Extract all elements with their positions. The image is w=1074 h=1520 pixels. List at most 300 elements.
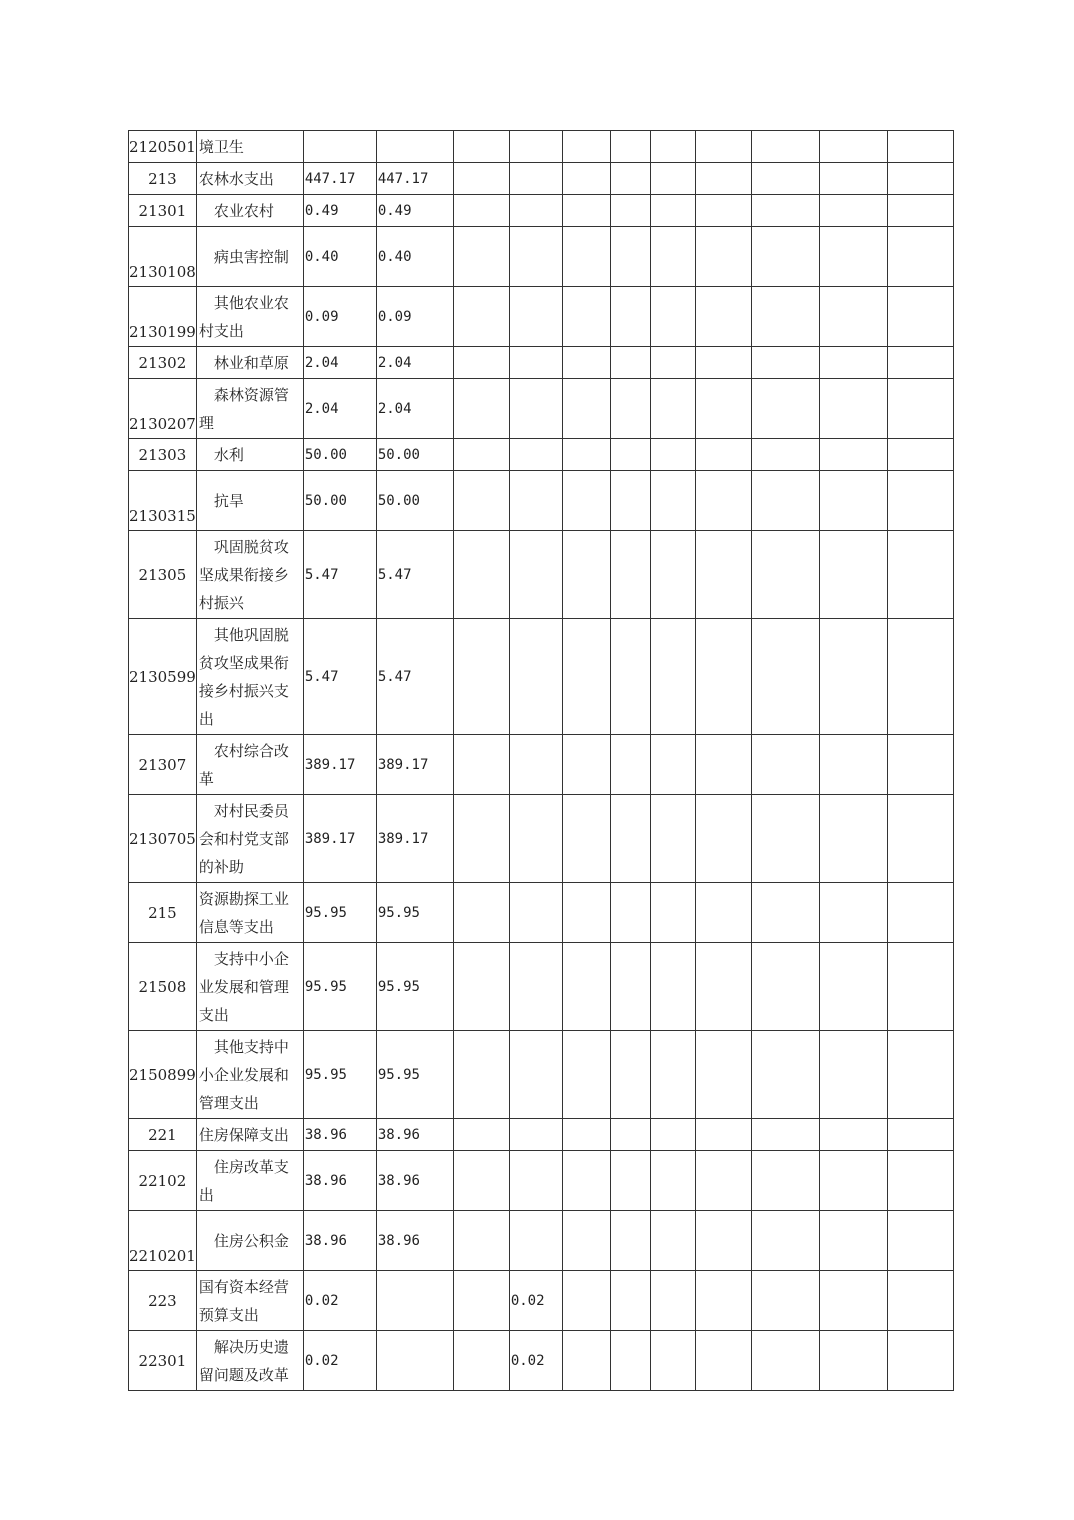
basic-value: 5.47 (376, 619, 453, 735)
empty-cell (610, 1151, 650, 1211)
basic-value (376, 131, 453, 163)
empty-cell (819, 379, 887, 439)
empty-cell (887, 379, 953, 439)
basic-value: 95.95 (376, 943, 453, 1031)
subject-name-text: 住房保障支出 (198, 1125, 289, 1144)
table-row (129, 883, 954, 943)
total-value: 0.02 (303, 1331, 376, 1391)
subject-name (196, 287, 303, 347)
basic-value: 0.49 (376, 195, 453, 227)
empty-cell (887, 131, 953, 163)
empty-cell (695, 1331, 751, 1391)
empty-cell (695, 1031, 751, 1119)
empty-cell (610, 379, 650, 439)
subject-name (196, 347, 303, 379)
empty-cell (650, 287, 695, 347)
table-row (129, 347, 954, 379)
empty-cell (887, 1271, 953, 1331)
empty-cell (695, 1119, 751, 1151)
subject-code: 2130108 (129, 227, 197, 287)
empty-cell (695, 735, 751, 795)
project-value (509, 735, 562, 795)
basic-value: 447.17 (376, 163, 453, 195)
project-value (509, 471, 562, 531)
table-row (129, 195, 954, 227)
subject-name-text: 农村综合改革 (198, 741, 289, 788)
subject-code: 223 (129, 1271, 197, 1331)
empty-cell (887, 195, 953, 227)
basic-value: 0.09 (376, 287, 453, 347)
empty-cell (453, 227, 509, 287)
total-value: 447.17 (303, 163, 376, 195)
empty-cell (650, 439, 695, 471)
empty-cell (562, 943, 610, 1031)
empty-cell (610, 163, 650, 195)
empty-cell (887, 883, 953, 943)
project-value (509, 439, 562, 471)
total-value: 0.40 (303, 227, 376, 287)
empty-cell (610, 131, 650, 163)
basic-value: 95.95 (376, 1031, 453, 1119)
empty-cell (610, 883, 650, 943)
empty-cell (562, 439, 610, 471)
project-value (509, 347, 562, 379)
empty-cell (562, 1119, 610, 1151)
subject-name (196, 163, 303, 195)
empty-cell (562, 1031, 610, 1119)
empty-cell (562, 1211, 610, 1271)
subject-name (196, 379, 303, 439)
empty-cell (650, 195, 695, 227)
empty-cell (610, 619, 650, 735)
empty-cell (453, 439, 509, 471)
empty-cell (610, 1331, 650, 1391)
subject-name-text: 住房改革支出 (198, 1157, 289, 1204)
total-value: 0.02 (303, 1271, 376, 1331)
empty-cell (453, 347, 509, 379)
subject-name-text: 国有资本经营预算支出 (198, 1277, 289, 1324)
subject-name (196, 1031, 303, 1119)
table-row (129, 287, 954, 347)
subject-code: 21508 (129, 943, 197, 1031)
empty-cell (650, 619, 695, 735)
table-row (129, 943, 954, 1031)
subject-name-text: 其他农业农村支出 (198, 293, 289, 340)
empty-cell (751, 163, 819, 195)
empty-cell (453, 379, 509, 439)
subject-code: 2210201 (129, 1211, 197, 1271)
empty-cell (453, 131, 509, 163)
subject-code: 2130199 (129, 287, 197, 347)
empty-cell (562, 1271, 610, 1331)
empty-cell (610, 1271, 650, 1331)
empty-cell (453, 1211, 509, 1271)
empty-cell (453, 195, 509, 227)
total-value: 95.95 (303, 1031, 376, 1119)
subject-name-text: 资源勘探工业信息等支出 (198, 889, 289, 936)
budget-table (128, 130, 954, 1391)
project-value (509, 195, 562, 227)
basic-value: 0.40 (376, 227, 453, 287)
empty-cell (695, 883, 751, 943)
empty-cell (562, 227, 610, 287)
empty-cell (610, 1031, 650, 1119)
subject-name-text: 解决历史遗留问题及改革 (198, 1337, 289, 1384)
empty-cell (650, 735, 695, 795)
empty-cell (562, 131, 610, 163)
total-value: 0.49 (303, 195, 376, 227)
table-row (129, 227, 954, 287)
empty-cell (695, 619, 751, 735)
project-value (509, 795, 562, 883)
empty-cell (819, 883, 887, 943)
empty-cell (819, 287, 887, 347)
basic-value: 50.00 (376, 471, 453, 531)
table-row (129, 471, 954, 531)
empty-cell (453, 735, 509, 795)
empty-cell (819, 943, 887, 1031)
table-row (129, 619, 954, 735)
empty-cell (562, 163, 610, 195)
empty-cell (453, 287, 509, 347)
empty-cell (751, 531, 819, 619)
empty-cell (650, 227, 695, 287)
empty-cell (610, 471, 650, 531)
subject-code: 21301 (129, 195, 197, 227)
empty-cell (650, 1331, 695, 1391)
empty-cell (887, 531, 953, 619)
empty-cell (562, 471, 610, 531)
empty-cell (453, 1271, 509, 1331)
empty-cell (650, 163, 695, 195)
empty-cell (819, 227, 887, 287)
empty-cell (819, 1271, 887, 1331)
empty-cell (751, 195, 819, 227)
empty-cell (650, 1271, 695, 1331)
empty-cell (819, 439, 887, 471)
empty-cell (751, 471, 819, 531)
empty-cell (695, 163, 751, 195)
subject-code: 22301 (129, 1331, 197, 1391)
total-value: 2.04 (303, 347, 376, 379)
subject-name (196, 531, 303, 619)
subject-name-text: 境卫生 (198, 137, 244, 156)
empty-cell (695, 347, 751, 379)
total-value (303, 131, 376, 163)
empty-cell (887, 943, 953, 1031)
subject-name-text: 农业农村 (213, 201, 274, 220)
empty-cell (819, 1331, 887, 1391)
project-value (509, 287, 562, 347)
project-value (509, 227, 562, 287)
subject-name (196, 1211, 303, 1271)
empty-cell (650, 1151, 695, 1211)
total-value: 389.17 (303, 735, 376, 795)
empty-cell (650, 347, 695, 379)
subject-name (196, 471, 303, 531)
empty-cell (819, 347, 887, 379)
empty-cell (751, 1119, 819, 1151)
empty-cell (695, 195, 751, 227)
subject-name (196, 1151, 303, 1211)
project-value: 0.02 (509, 1271, 562, 1331)
subject-name (196, 195, 303, 227)
empty-cell (819, 795, 887, 883)
subject-code: 2130207 (129, 379, 197, 439)
empty-cell (751, 347, 819, 379)
empty-cell (610, 1211, 650, 1271)
subject-name-text: 对村民委员会和村党支部的补助 (198, 801, 289, 876)
subject-name (196, 1271, 303, 1331)
total-value: 38.96 (303, 1151, 376, 1211)
project-value (509, 1031, 562, 1119)
subject-name-text: 巩固脱贫攻坚成果衔接乡村振兴 (198, 537, 289, 612)
empty-cell (695, 131, 751, 163)
empty-cell (751, 1211, 819, 1271)
subject-name (196, 943, 303, 1031)
empty-cell (453, 163, 509, 195)
subject-name-text: 林业和草原 (213, 353, 289, 372)
empty-cell (610, 287, 650, 347)
subject-name-text: 其他支持中小企业发展和管理支出 (198, 1037, 289, 1112)
subject-name (196, 439, 303, 471)
empty-cell (695, 287, 751, 347)
empty-cell (695, 471, 751, 531)
empty-cell (695, 379, 751, 439)
empty-cell (610, 531, 650, 619)
basic-value: 38.96 (376, 1119, 453, 1151)
empty-cell (819, 619, 887, 735)
project-value (509, 531, 562, 619)
empty-cell (610, 735, 650, 795)
empty-cell (695, 1211, 751, 1271)
empty-cell (562, 1151, 610, 1211)
empty-cell (453, 471, 509, 531)
project-value (509, 883, 562, 943)
empty-cell (751, 1331, 819, 1391)
empty-cell (453, 1119, 509, 1151)
empty-cell (610, 347, 650, 379)
empty-cell (562, 287, 610, 347)
project-value (509, 131, 562, 163)
project-value (509, 619, 562, 735)
total-value: 0.09 (303, 287, 376, 347)
subject-name-text: 住房公积金 (213, 1231, 289, 1250)
empty-cell (453, 1151, 509, 1211)
table-row (129, 163, 954, 195)
empty-cell (453, 795, 509, 883)
empty-cell (751, 1031, 819, 1119)
empty-cell (562, 347, 610, 379)
subject-code: 213 (129, 163, 197, 195)
empty-cell (453, 619, 509, 735)
table-row (129, 379, 954, 439)
subject-code: 21303 (129, 439, 197, 471)
empty-cell (887, 1031, 953, 1119)
empty-cell (695, 227, 751, 287)
subject-name-text: 抗旱 (213, 491, 244, 510)
subject-name (196, 795, 303, 883)
empty-cell (695, 439, 751, 471)
empty-cell (562, 883, 610, 943)
empty-cell (887, 735, 953, 795)
empty-cell (887, 1211, 953, 1271)
project-value (509, 1151, 562, 1211)
total-value: 2.04 (303, 379, 376, 439)
project-value (509, 1211, 562, 1271)
table-row (129, 1211, 954, 1271)
subject-code: 2130599 (129, 619, 197, 735)
empty-cell (887, 1331, 953, 1391)
subject-code: 2150899 (129, 1031, 197, 1119)
empty-cell (453, 1031, 509, 1119)
empty-cell (453, 1331, 509, 1391)
project-value (509, 163, 562, 195)
empty-cell (819, 163, 887, 195)
empty-cell (562, 195, 610, 227)
empty-cell (650, 379, 695, 439)
total-value: 50.00 (303, 439, 376, 471)
total-value: 389.17 (303, 795, 376, 883)
table-row (129, 735, 954, 795)
subject-name-text: 农林水支出 (198, 169, 274, 188)
empty-cell (887, 227, 953, 287)
table-row (129, 439, 954, 471)
empty-cell (562, 735, 610, 795)
project-value (509, 379, 562, 439)
project-value (509, 943, 562, 1031)
empty-cell (751, 131, 819, 163)
total-value: 38.96 (303, 1119, 376, 1151)
empty-cell (751, 943, 819, 1031)
empty-cell (819, 531, 887, 619)
empty-cell (695, 1271, 751, 1331)
basic-value (376, 1331, 453, 1391)
subject-name-text: 病虫害控制 (213, 247, 289, 266)
empty-cell (751, 735, 819, 795)
total-value: 95.95 (303, 943, 376, 1031)
total-value: 5.47 (303, 619, 376, 735)
subject-name-text: 水利 (213, 445, 244, 464)
total-value: 95.95 (303, 883, 376, 943)
empty-cell (453, 531, 509, 619)
empty-cell (695, 795, 751, 883)
empty-cell (610, 195, 650, 227)
total-value: 38.96 (303, 1211, 376, 1271)
empty-cell (887, 619, 953, 735)
subject-code: 221 (129, 1119, 197, 1151)
subject-code: 2130315 (129, 471, 197, 531)
empty-cell (751, 287, 819, 347)
empty-cell (887, 1119, 953, 1151)
subject-name-text: 支持中小企业发展和管理支出 (198, 949, 289, 1024)
subject-name-text: 森林资源管理 (198, 385, 289, 432)
basic-value: 5.47 (376, 531, 453, 619)
empty-cell (887, 347, 953, 379)
empty-cell (562, 379, 610, 439)
empty-cell (562, 1331, 610, 1391)
project-value (509, 1119, 562, 1151)
table-row (129, 1331, 954, 1391)
empty-cell (819, 1151, 887, 1211)
empty-cell (819, 1211, 887, 1271)
empty-cell (562, 795, 610, 883)
empty-cell (650, 1119, 695, 1151)
subject-name-text: 其他巩固脱贫攻坚成果衔接乡村振兴支出 (198, 625, 289, 728)
table-row (129, 531, 954, 619)
empty-cell (751, 227, 819, 287)
empty-cell (650, 531, 695, 619)
empty-cell (650, 1211, 695, 1271)
empty-cell (887, 471, 953, 531)
empty-cell (819, 471, 887, 531)
empty-cell (610, 943, 650, 1031)
subject-code: 21307 (129, 735, 197, 795)
empty-cell (695, 943, 751, 1031)
table-row (129, 131, 954, 163)
table-row (129, 795, 954, 883)
empty-cell (819, 131, 887, 163)
subject-code: 21302 (129, 347, 197, 379)
empty-cell (887, 795, 953, 883)
basic-value (376, 1271, 453, 1331)
empty-cell (887, 287, 953, 347)
empty-cell (650, 131, 695, 163)
empty-cell (887, 1151, 953, 1211)
table-row (129, 1031, 954, 1119)
empty-cell (650, 883, 695, 943)
empty-cell (695, 1151, 751, 1211)
empty-cell (819, 1119, 887, 1151)
empty-cell (751, 795, 819, 883)
subject-name (196, 1119, 303, 1151)
table-row (129, 1151, 954, 1211)
basic-value: 2.04 (376, 379, 453, 439)
basic-value: 389.17 (376, 735, 453, 795)
empty-cell (610, 227, 650, 287)
empty-cell (650, 1031, 695, 1119)
basic-value: 50.00 (376, 439, 453, 471)
empty-cell (887, 163, 953, 195)
empty-cell (650, 943, 695, 1031)
empty-cell (610, 439, 650, 471)
table-row (129, 1119, 954, 1151)
empty-cell (695, 531, 751, 619)
basic-value: 38.96 (376, 1211, 453, 1271)
basic-value: 38.96 (376, 1151, 453, 1211)
empty-cell (453, 883, 509, 943)
empty-cell (453, 943, 509, 1031)
empty-cell (887, 439, 953, 471)
empty-cell (562, 531, 610, 619)
empty-cell (751, 1151, 819, 1211)
subject-code: 215 (129, 883, 197, 943)
empty-cell (751, 619, 819, 735)
subject-name (196, 227, 303, 287)
empty-cell (751, 1271, 819, 1331)
empty-cell (751, 439, 819, 471)
basic-value: 95.95 (376, 883, 453, 943)
empty-cell (819, 1031, 887, 1119)
subject-code: 21305 (129, 531, 197, 619)
empty-cell (562, 619, 610, 735)
subject-name (196, 883, 303, 943)
basic-value: 2.04 (376, 347, 453, 379)
empty-cell (610, 1119, 650, 1151)
basic-value: 389.17 (376, 795, 453, 883)
table-row (129, 1271, 954, 1331)
subject-code: 22102 (129, 1151, 197, 1211)
